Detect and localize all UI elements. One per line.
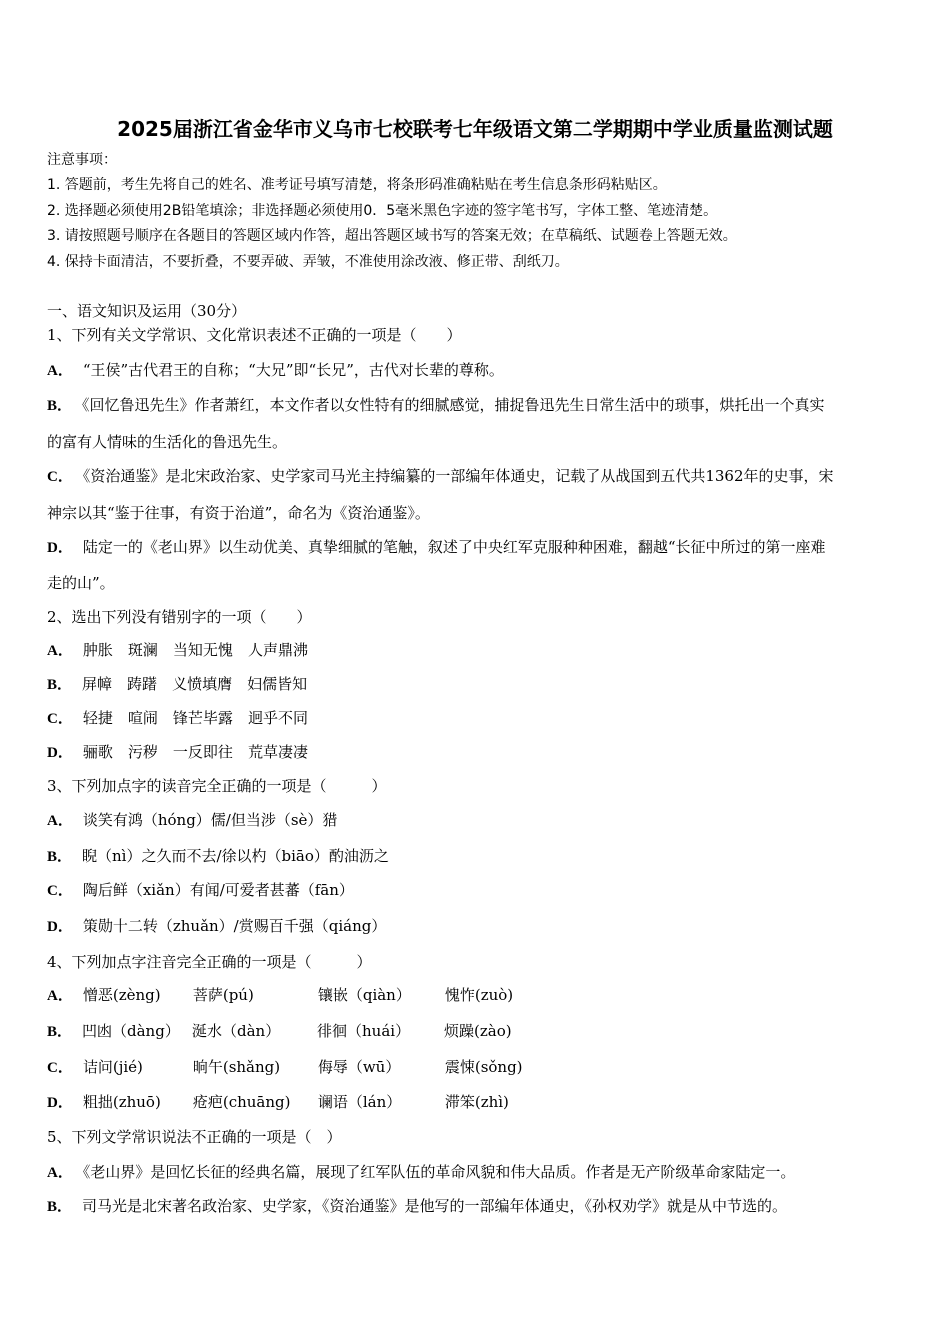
word: 妇儒皆知 [247, 675, 308, 693]
q4-option-d [47, 1092, 509, 1113]
word: 憎恶(zèng) [82, 986, 161, 1004]
word: 涎水（dàn） [192, 1022, 281, 1040]
question-4-stem: 4、下列加点字注音完全正确的一项是（ ） [47, 953, 372, 971]
word: 愧怍(zuò) [444, 986, 514, 1004]
q1-option-a [47, 360, 504, 381]
option-text: 《老山界》是回忆长征的经典名篇，展现了红军队伍的革命风貌和伟大品质。作者是无产阶级革命家陆定一。 [82, 1163, 796, 1181]
option-label: A． [47, 363, 73, 379]
option-label: A． [47, 643, 73, 659]
option-text: “王侯”古代君王的自称；“大兄”即“长兄”，古代对长辈的尊称。 [82, 361, 504, 379]
notes-heading: 注意事项： [47, 152, 117, 168]
word: 一反即往 [172, 743, 233, 761]
note-item: 2. 选择题必须使用2B铅笔填涂；非选择题必须使用0．5毫米黑色字迹的签字笔书写，字体工整、笔迹清楚。 [47, 203, 718, 219]
word: 屏幛 [82, 675, 113, 693]
option-label: B． [47, 677, 73, 693]
option-text: 策勋十二转（zhuǎn）/赏赐百千强（qiáng） [82, 917, 387, 935]
word: 肿胀 [82, 641, 113, 659]
question-5-stem: 5、下列文学常识说法不正确的一项是（ ） [47, 1128, 342, 1146]
q5-option-a [47, 1162, 795, 1183]
option-label: C． [47, 883, 73, 899]
option-text: 陶后鲜（xiǎn）有闻/可爱者甚蕃（fān） [82, 881, 354, 899]
option-label: B． [47, 1199, 73, 1215]
question-1-stem: 1、下列有关文学常识、文化常识表述不正确的一项是（ ） [47, 326, 462, 344]
option-label: D． [47, 540, 73, 556]
question-2-stem: 2、选出下列没有错别字的一项（ ） [47, 608, 312, 626]
q1-option-c-cont: 神宗以其“鉴于往事，有资于治道”，命名为《资治通鉴》。 [47, 504, 430, 522]
option-text: 谈笑有鸿（hóng）儒/但当涉（sè）猎 [82, 811, 338, 829]
word: 人声鼎沸 [247, 641, 308, 659]
word: 迥乎不同 [247, 709, 308, 727]
option-label: C． [47, 711, 73, 727]
q2-option-d [47, 742, 308, 763]
q3-option-d [47, 916, 386, 937]
word: 踌躇 [127, 675, 158, 693]
option-text: 陆定一的《老山界》以生动优美、真挚细腻的笔触，叙述了中央红军克服种种困难，翻越“长征中所过的第一座难 [82, 538, 826, 556]
option-text: 《资治通鉴》是北宋政治家、史学家司马光主持编纂的一部编年体通史，记载了从战国到五代共1362年的史事，宋 [82, 467, 834, 485]
q1-option-b [47, 395, 825, 416]
word: 斑澜 [127, 641, 158, 659]
option-text: 《回忆鲁迅先生》作者萧红，本文作者以女性特有的细腻感觉，捕捉鲁迅先生日常生活中的琐事，烘托出一个真实 [82, 396, 825, 414]
option-label: D． [47, 919, 73, 935]
q3-option-c [47, 880, 354, 901]
q3-option-b [47, 846, 389, 867]
word: 烦躁(zào) [444, 1022, 512, 1040]
word: 粗拙(zhuō) [82, 1093, 161, 1111]
option-label: A． [47, 813, 73, 829]
word: 当知无愧 [172, 641, 233, 659]
page-title: 2025届浙江省金华市义乌市七校联考七年级语文第二学期期中学业质量监测试题 [117, 117, 833, 141]
word: 震悚(sǒng) [444, 1058, 523, 1076]
option-label: B． [47, 1024, 73, 1040]
option-text: 睨（nì）之久而不去/徐以杓（biāo）酌油沥之 [82, 847, 389, 865]
word: 锋芒毕露 [172, 709, 233, 727]
section-heading: 一、语文知识及运用（30分） [47, 302, 247, 320]
question-3-stem: 3、下列加点字的读音完全正确的一项是（ ） [47, 777, 387, 795]
word: 诘问(jié) [82, 1058, 143, 1076]
word: 污秽 [127, 743, 158, 761]
word: 谰语（lán） [317, 1093, 402, 1111]
q2-option-b [47, 674, 307, 695]
word: 疮疤(chuāng) [192, 1093, 291, 1111]
note-item: 4. 保持卡面清洁，不要折叠，不要弄破、弄皱，不准使用涂改液、修正带、刮纸刀。 [47, 254, 569, 270]
q2-option-a [47, 640, 308, 661]
q4-option-b [47, 1021, 512, 1042]
option-label: D． [47, 1095, 73, 1111]
word: 凹凼（dàng） [82, 1022, 180, 1040]
word: 滞笨(zhì) [444, 1093, 509, 1111]
note-item: 1. 答题前，考生先将自己的姓名、准考证号填写清楚，将条形码准确粘贴在考生信息条形码粘贴区。 [47, 177, 667, 193]
option-text: 司马光是北宋著名政治家、史学家，《资治通鉴》是他写的一部编年体通史，《孙权劝学》就是从中节选的。 [82, 1197, 788, 1215]
option-label: C． [47, 469, 73, 485]
option-label: B． [47, 849, 73, 865]
word: 骊歌 [82, 743, 113, 761]
word: 喧闹 [127, 709, 158, 727]
q1-option-c [47, 466, 834, 487]
word: 镶嵌（qiàn） [317, 986, 411, 1004]
q1-option-d-cont: 走的山”。 [47, 574, 115, 592]
q1-option-d [47, 537, 826, 558]
note-item: 3. 请按照题号顺序在各题目的答题区域内作答，超出答题区域书写的答案无效；在草稿纸、试题卷上答题无效。 [47, 228, 737, 244]
q4-option-a [47, 985, 513, 1006]
q5-option-b [47, 1196, 787, 1217]
word: 荒草凄凄 [247, 743, 308, 761]
option-label: D． [47, 745, 73, 761]
option-label: A． [47, 988, 73, 1004]
q1-option-b-cont: 的富有人情味的生活化的鲁迅先生。 [47, 433, 288, 451]
option-label: A． [47, 1165, 73, 1181]
word: 义愤填膺 [172, 675, 233, 693]
word: 晌午(shǎng) [192, 1058, 281, 1076]
q4-option-c [47, 1057, 523, 1078]
word: 侮辱（wū） [317, 1058, 401, 1076]
option-label: B． [47, 398, 73, 414]
q2-option-c [47, 708, 308, 729]
word: 轻捷 [82, 709, 113, 727]
word: 徘徊（huái） [317, 1022, 411, 1040]
word: 菩萨(pú) [192, 986, 254, 1004]
q3-option-a [47, 810, 337, 831]
option-label: C． [47, 1060, 73, 1076]
